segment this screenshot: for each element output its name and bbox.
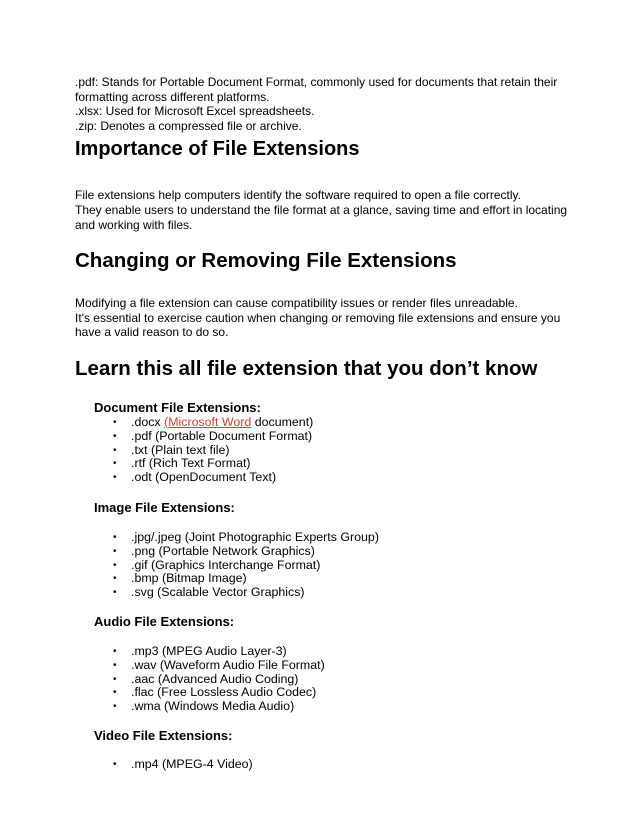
image-ext-list [75,531,638,600]
image-ext-section [75,500,638,600]
bullet-icon: • [113,573,117,585]
list-item-text: .odt (OpenDocument Text) [131,470,277,485]
list-item-text: .txt (Plain text file) [131,442,230,457]
list-item-text: .mp4 (MPEG-4 Video) [131,756,253,771]
docx-prefix: .docx [131,414,165,429]
list-item [113,545,638,559]
video-ext-heading: Video File Extensions: [94,727,233,743]
list-item [113,430,638,444]
list-item-text: .svg (Scalable Vector Graphics) [131,585,305,600]
importance-line: File extensions help computers identify the software required to open a file correctly. [75,188,522,203]
list-item [113,686,638,700]
bullet-icon: • [113,444,117,456]
document-ext-heading: Document File Extensions: [94,399,261,415]
changing-line: Modifying a file extension can cause compatibility issues or render files unreadable. [75,296,518,311]
microsoft-word-link[interactable]: (Microsoft Word [164,414,252,429]
changing-paragraph [75,296,638,340]
image-ext-heading: Image File Extensions: [94,499,235,515]
list-item [113,559,638,573]
bullet-icon: • [113,416,117,428]
bullet-icon: • [113,587,117,599]
list-item [113,700,638,714]
list-item [113,758,638,772]
list-item-text: .gif (Graphics Interchange Format) [131,557,321,572]
learn-heading: Learn this all file extension that you don’t know [75,356,538,380]
list-item [113,586,638,600]
intro-line: .xlsx: Used for Microsoft Excel spreadsheets. [75,104,315,119]
list-item-text: .pdf (Portable Document Format) [131,428,313,443]
list-item-text: .jpg/.jpeg (Joint Photographic Experts Group) [131,529,379,544]
bullet-icon: • [113,673,117,685]
intro-line: .pdf: Stands for Portable Document Format, commonly used for documents that retain their [75,75,558,89]
list-item-text: .mp3 (MPEG Audio Layer-3) [131,643,287,658]
audio-ext-list [75,645,638,714]
list-item-text: .aac (Advanced Audio Coding) [131,671,299,686]
importance-paragraph [75,188,638,232]
bullet-icon: • [113,545,117,557]
importance-line: They enable users to understand the file format at a glance, saving time and effort in locating [75,202,568,217]
bullet-icon: • [113,458,117,470]
list-item [113,471,638,485]
bullet-icon: • [113,645,117,657]
importance-heading: Importance of File Extensions [75,138,360,161]
bullet-icon: • [113,472,117,484]
list-item [113,531,638,545]
list-item [113,673,638,687]
list-item [113,457,638,471]
list-item-text: .rtf (Rich Text Format) [131,456,251,471]
changing-line: It's essential to exercise caution when changing or removing file extensions and ensure you [75,310,561,325]
bullet-icon: • [113,758,117,770]
list-item-text: .wma (Windows Media Audio) [131,699,295,714]
importance-line: and working with files. [75,217,193,232]
audio-ext-heading: Audio File Extensions: [94,613,235,629]
list-item [113,444,638,458]
bullet-icon: • [113,701,117,713]
audio-ext-section [75,614,638,714]
list-item [113,416,638,430]
intro-paragraph [75,0,638,133]
bullet-icon: • [113,430,117,442]
changing-heading: Changing or Removing File Extensions [75,249,457,273]
bullet-icon: • [113,559,117,571]
list-item-text: .wav (Waveform Audio File Format) [131,657,325,672]
bullet-icon: • [113,687,117,699]
list-item-text: .flac (Free Lossless Audio Codec) [131,685,317,700]
list-item [113,645,638,659]
document-ext-list [75,416,638,485]
bullet-icon: • [113,659,117,671]
intro-line: formatting across different platforms. [75,89,270,104]
bullet-icon: • [113,531,117,543]
intro-line: .zip: Denotes a compressed file or archive. [75,118,302,133]
changing-line: have a valid reason to do so. [75,325,229,340]
docx-suffix: document) [251,414,314,429]
video-ext-section [75,728,638,772]
video-ext-list [75,758,638,772]
document-ext-section [75,400,638,485]
list-item-text: .png (Portable Network Graphics) [131,543,315,558]
list-item [113,659,638,673]
list-item [113,572,638,586]
list-item-text: .bmp (Bitmap Image) [131,571,247,586]
